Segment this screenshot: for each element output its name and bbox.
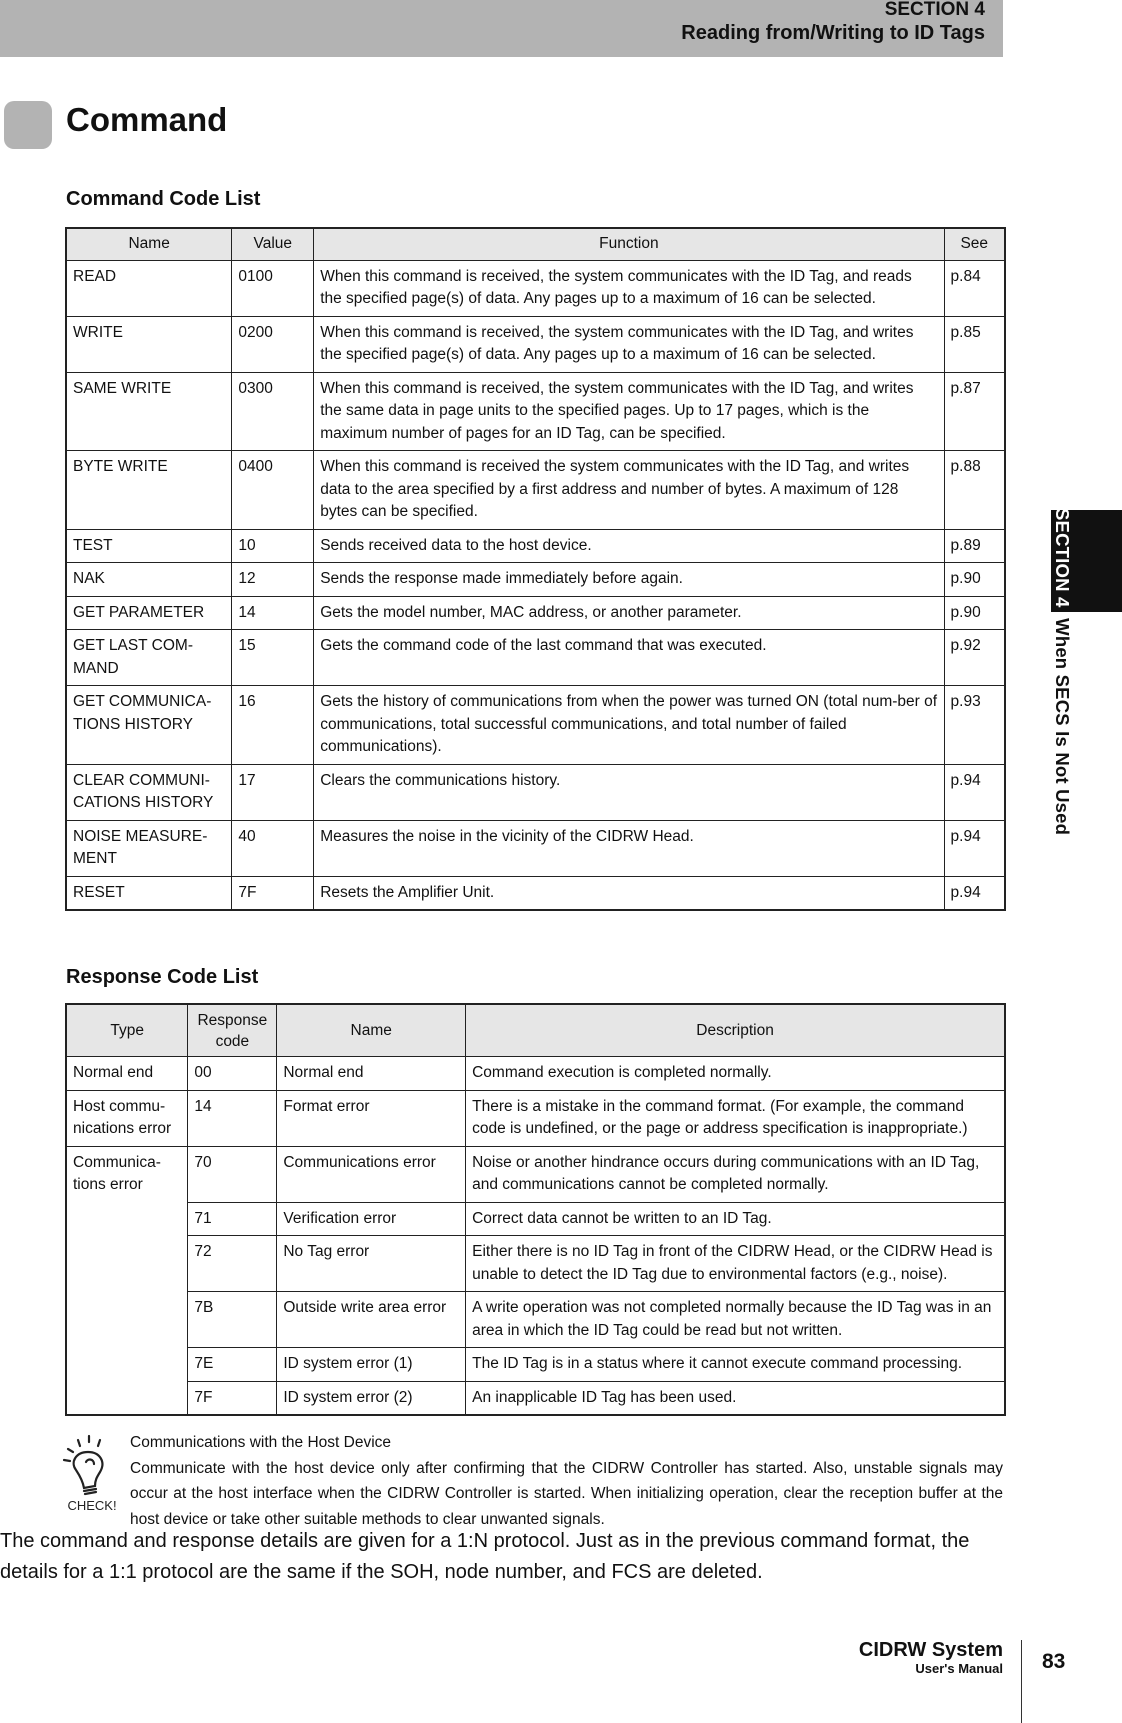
command-function: When this command is received, the system communicates with the ID Tag, and reads the specified page(s) of data. Any pages up to a maximum of 16 can be selected.	[314, 260, 944, 316]
command-value: 16	[232, 686, 314, 765]
command-name: NAK	[66, 563, 232, 597]
command-see-page: p.88	[944, 451, 1005, 530]
column-header: Type	[66, 1004, 188, 1057]
response-description: A write operation was not completed normally because the ID Tag was in an area in which the ID Tag could be read but not written.	[466, 1292, 1005, 1348]
command-value: 0300	[232, 372, 314, 451]
table-row	[66, 1292, 1005, 1348]
header-title: Reading from/Writing to ID Tags	[681, 22, 985, 44]
response-description: There is a mistake in the command format. (For example, the command code is undefined, or the page or address specification is inappropriate.)	[466, 1090, 1005, 1146]
response-description: Noise or another hindrance occurs during communications with an ID Tag, and communications cannot be completed normally.	[466, 1146, 1005, 1202]
table-row	[66, 1057, 1005, 1091]
command-see-page: p.90	[944, 596, 1005, 630]
command-value: 0400	[232, 451, 314, 530]
table-row	[66, 1236, 1005, 1292]
command-name: CLEAR COMMUNI-CATIONS HISTORY	[66, 764, 232, 820]
command-function: Measures the noise in the vicinity of the CIDRW Head.	[314, 820, 944, 876]
command-value: 10	[232, 529, 314, 563]
response-name: ID system error (1)	[277, 1348, 466, 1382]
command-function: Gets the model number, MAC address, or another parameter.	[314, 596, 944, 630]
table-row	[66, 686, 1005, 765]
table-row	[66, 529, 1005, 563]
table-row	[66, 1348, 1005, 1382]
response-name: ID system error (2)	[277, 1381, 466, 1415]
table-row	[66, 260, 1005, 316]
table-row	[66, 876, 1005, 910]
table-row	[66, 820, 1005, 876]
command-name: BYTE WRITE	[66, 451, 232, 530]
command-name: RESET	[66, 876, 232, 910]
title-marker	[4, 101, 52, 149]
side-tab	[1050, 508, 1080, 868]
command-value: 40	[232, 820, 314, 876]
header-section: SECTION 4	[884, 0, 985, 20]
command-value: 15	[232, 630, 314, 686]
command-name: WRITE	[66, 316, 232, 372]
response-code: 72	[188, 1236, 277, 1292]
response-code: 7B	[188, 1292, 277, 1348]
response-name: Verification error	[277, 1202, 466, 1236]
command-value: 12	[232, 563, 314, 597]
command-name: GET COMMUNICA-TIONS HISTORY	[66, 686, 232, 765]
footer-brand: CIDRW System	[858, 1639, 1003, 1661]
table-row	[66, 596, 1005, 630]
command-value: 17	[232, 764, 314, 820]
command-see-page: p.93	[944, 686, 1005, 765]
table-row	[66, 630, 1005, 686]
check-note-text: Communicate with the host device only after confirming that the CIDRW Controller has started. Also, unstable signals may occur at the host interface when the CIDRW Controller is started. When initializing operation, clear the reception buffer at the host device or take other suitable methods to clear unwanted signals.	[130, 1459, 1003, 1528]
command-function: Gets the command code of the last command that was executed.	[314, 630, 944, 686]
command-see-page: p.89	[944, 529, 1005, 563]
response-description: Either there is no ID Tag in front of the CIDRW Head, or the CIDRW Head is unable to detect the ID Tag due to environmental factors (e.g., noise).	[466, 1236, 1005, 1292]
response-description: Correct data cannot be written to an ID Tag.	[466, 1202, 1005, 1236]
table-row	[66, 563, 1005, 597]
column-header: Name	[277, 1004, 466, 1057]
column-header: See	[944, 228, 1005, 260]
command-name: TEST	[66, 529, 232, 563]
command-value: 0100	[232, 260, 314, 316]
column-header: Name	[66, 228, 232, 260]
table-row	[66, 1146, 1005, 1202]
check-note	[130, 1430, 1003, 1532]
command-name: GET LAST COM-MAND	[66, 630, 232, 686]
table-row	[66, 764, 1005, 820]
side-tab-label: When SECS Is Not Used	[1052, 618, 1073, 836]
body-paragraph: The command and response details are given for a 1:N protocol. Just as in the previous command format, the details for a 1:1 protocol are the same if the SOH, node number, and FCS are deleted.	[0, 1530, 970, 1583]
table-row	[66, 1090, 1005, 1146]
command-function: Gets the history of communications from when the power was turned ON (total num-ber of communications, total successful communications, and total number of failed communications).	[314, 686, 944, 765]
response-code: 7E	[188, 1348, 277, 1382]
response-type: Host commu-nications error	[66, 1090, 188, 1146]
table-row	[66, 1381, 1005, 1415]
response-code-table	[65, 1003, 1006, 1416]
command-function: Sends the response made immediately before again.	[314, 563, 944, 597]
table-header-row	[66, 1004, 1005, 1057]
column-header: Description	[466, 1004, 1005, 1057]
command-name: SAME WRITE	[66, 372, 232, 451]
response-description: An inapplicable ID Tag has been used.	[466, 1381, 1005, 1415]
command-function: When this command is received, the system communicates with the ID Tag, and writes the specified page(s) of data. Any pages up to a maximum of 16 can be selected.	[314, 316, 944, 372]
command-value: 14	[232, 596, 314, 630]
response-description: Command execution is completed normally.	[466, 1057, 1005, 1091]
command-function: When this command is received, the system communicates with the ID Tag, and writes the same data in page units to the specified pages. Up to 17 pages, which is the maximum number of pages for an ID Tag, can be specified.	[314, 372, 944, 451]
response-name: Format error	[277, 1090, 466, 1146]
response-code: 70	[188, 1146, 277, 1202]
command-name: NOISE MEASURE-MENT	[66, 820, 232, 876]
check-note-title: Communications with the Host Device	[130, 1434, 392, 1451]
footer-manual: User's Manual	[915, 1661, 1003, 1676]
table-row	[66, 451, 1005, 530]
response-code: 14	[188, 1090, 277, 1146]
response-code: 7F	[188, 1381, 277, 1415]
side-tab-section: SECTION 4	[1052, 508, 1073, 608]
command-see-page: p.92	[944, 630, 1005, 686]
page-number: 83	[1042, 1650, 1066, 1673]
command-function: When this command is received the system communicates with the ID Tag, and writes data to the area specified by a first address and number of bytes. A maximum of 128 bytes can be specified.	[314, 451, 944, 530]
command-function: Sends received data to the host device.	[314, 529, 944, 563]
response-name: Outside write area error	[277, 1292, 466, 1348]
table-row	[66, 1202, 1005, 1236]
response-list-heading: Response Code List	[66, 966, 259, 988]
command-function: Clears the communications history.	[314, 764, 944, 820]
column-header: Function	[314, 228, 944, 260]
response-name: No Tag error	[277, 1236, 466, 1292]
table-row	[66, 372, 1005, 451]
command-function: Resets the Amplifier Unit.	[314, 876, 944, 910]
command-list-heading: Command Code List	[66, 188, 261, 210]
command-see-page: p.94	[944, 876, 1005, 910]
command-see-page: p.85	[944, 316, 1005, 372]
table-header-row	[66, 228, 1005, 260]
response-name: Communications error	[277, 1146, 466, 1202]
command-code-table	[65, 227, 1006, 911]
response-code: 71	[188, 1202, 277, 1236]
command-value: 7F	[232, 876, 314, 910]
column-header: Value	[232, 228, 314, 260]
command-see-page: p.87	[944, 372, 1005, 451]
page-title: Command	[66, 101, 228, 138]
table-row	[66, 316, 1005, 372]
command-see-page: p.94	[944, 764, 1005, 820]
response-type: Normal end	[66, 1057, 188, 1091]
response-code: 00	[188, 1057, 277, 1091]
response-description: The ID Tag is in a status where it cannot execute command processing.	[466, 1348, 1005, 1382]
response-name: Normal end	[277, 1057, 466, 1091]
response-type: Communica-tions error	[66, 1146, 188, 1415]
check-icon-label: CHECK!	[67, 1498, 117, 1513]
command-name: READ	[66, 260, 232, 316]
column-header: Response code	[188, 1004, 277, 1057]
command-see-page: p.94	[944, 820, 1005, 876]
command-value: 0200	[232, 316, 314, 372]
command-see-page: p.90	[944, 563, 1005, 597]
check-lightbulb-icon	[62, 1432, 122, 1514]
command-see-page: p.84	[944, 260, 1005, 316]
footer-divider	[1021, 1640, 1022, 1723]
command-name: GET PARAMETER	[66, 596, 232, 630]
